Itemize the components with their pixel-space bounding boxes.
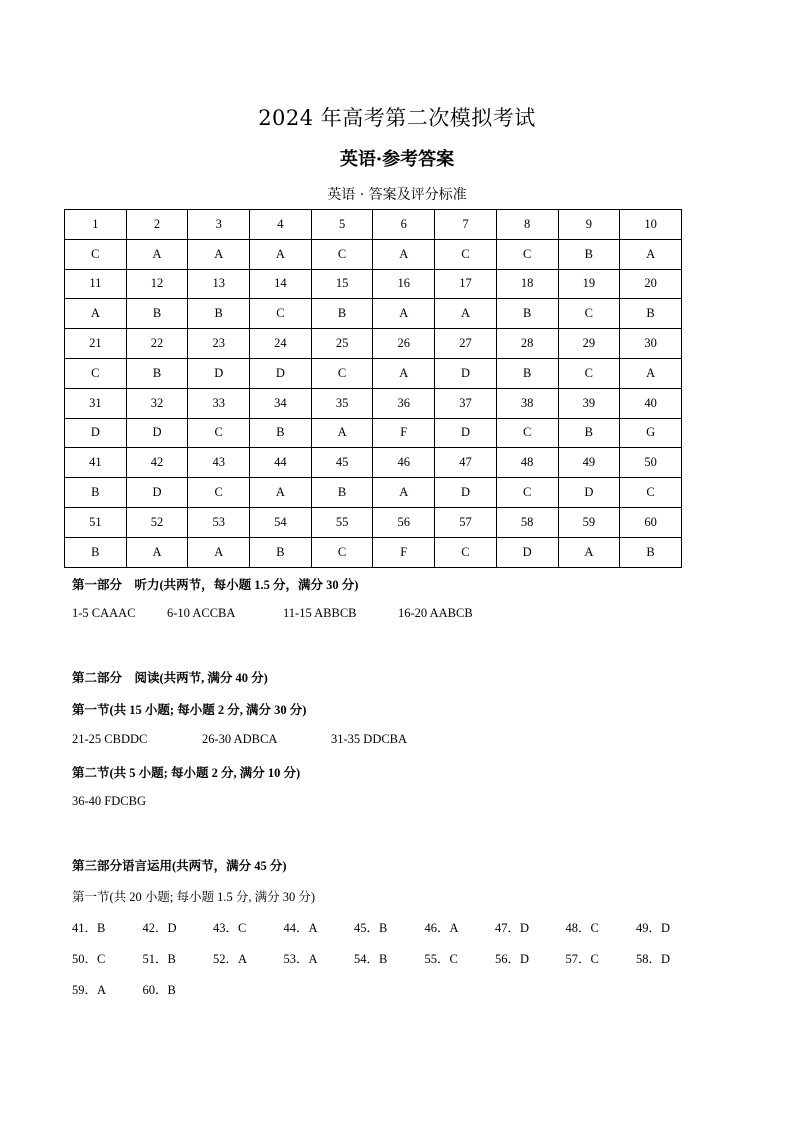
part1-answer: 11-15 ABBCB: [283, 606, 357, 620]
table-cell: B: [496, 358, 558, 388]
table-cell: D: [435, 358, 497, 388]
part3-answer: 52．A: [213, 952, 248, 966]
table-cell: 57: [435, 507, 497, 537]
part3-answer: 41．B: [72, 921, 106, 935]
part2-answer: 26-30 ADBCA: [202, 732, 278, 746]
table-cell: 50: [620, 448, 682, 478]
table-cell: D: [558, 478, 620, 508]
table-cell: 27: [435, 329, 497, 359]
table-cell: B: [65, 537, 127, 567]
table-cell: 48: [496, 448, 558, 478]
part3-answer: 49．D: [636, 921, 671, 935]
table-cell: C: [65, 358, 127, 388]
part3-answer: 43．C: [213, 921, 247, 935]
table-cell: A: [126, 239, 188, 269]
part2-section2-answers: 36-40 FDCBG: [72, 794, 146, 808]
table-cell: 32: [126, 388, 188, 418]
part3-heading: 第三部分语言运用(共两节，满分 45 分): [72, 859, 287, 873]
table-cell: 60: [620, 507, 682, 537]
part3-answer: 42．D: [142, 921, 177, 935]
table-cell: C: [558, 299, 620, 329]
part1-heading: 第一部分 听力(共两节，每小题 1.5 分，满分 30 分): [72, 578, 359, 592]
table-cell: 11: [65, 269, 127, 299]
table-cell: 36: [373, 388, 435, 418]
table-cell: A: [373, 358, 435, 388]
table-cell: 8: [496, 210, 558, 240]
table-cell: 47: [435, 448, 497, 478]
part3-answer: 50．C: [72, 952, 106, 966]
table-cell: 39: [558, 388, 620, 418]
table-cell: 31: [65, 388, 127, 418]
table-cell: D: [126, 418, 188, 448]
part3-answer: 45．B: [354, 921, 388, 935]
table-cell: A: [373, 299, 435, 329]
table-cell: A: [558, 537, 620, 567]
table-cell: 30: [620, 329, 682, 359]
table-cell: C: [558, 358, 620, 388]
table-row: [65, 418, 682, 448]
table-cell: D: [435, 478, 497, 508]
table-cell: 21: [65, 329, 127, 359]
answer-table: [64, 209, 682, 568]
table-cell: 20: [620, 269, 682, 299]
table-cell: C: [188, 418, 250, 448]
part2-heading: 第二部分 阅读(共两节, 满分 40 分): [72, 671, 268, 685]
table-cell: 19: [558, 269, 620, 299]
table-cell: 16: [373, 269, 435, 299]
table-cell: 46: [373, 448, 435, 478]
table-cell: 41: [65, 448, 127, 478]
table-cell: D: [188, 358, 250, 388]
table-cell: A: [250, 478, 312, 508]
table-row: [65, 507, 682, 537]
table-cell: B: [620, 299, 682, 329]
part1-answer: 6-10 ACCBA: [167, 606, 236, 620]
table-cell: D: [496, 537, 558, 567]
table-cell: 56: [373, 507, 435, 537]
part3-answer: 44．A: [283, 921, 318, 935]
part3-answer: 47．D: [495, 921, 530, 935]
table-cell: 59: [558, 507, 620, 537]
table-cell: C: [496, 478, 558, 508]
table-row: [65, 448, 682, 478]
table-cell: C: [311, 358, 373, 388]
table-cell: A: [250, 239, 312, 269]
table-cell: C: [250, 299, 312, 329]
table-cell: C: [311, 239, 373, 269]
table-cell: 18: [496, 269, 558, 299]
part3-section1-heading: 第一节(共 20 小题; 每小题 1.5 分, 满分 30 分): [72, 890, 316, 904]
table-cell: 28: [496, 329, 558, 359]
table-cell: 24: [250, 329, 312, 359]
table-cell: 26: [373, 329, 435, 359]
table-cell: 17: [435, 269, 497, 299]
table-cell: 12: [126, 269, 188, 299]
part2-answer: 21-25 CBDDC: [72, 732, 148, 746]
part3-answer: 46．A: [424, 921, 459, 935]
table-cell: 55: [311, 507, 373, 537]
table-cell: C: [496, 418, 558, 448]
table-cell: 25: [311, 329, 373, 359]
part3-answer: 57．C: [565, 952, 599, 966]
table-row: [65, 299, 682, 329]
table-cell: C: [435, 239, 497, 269]
table-cell: B: [496, 299, 558, 329]
table-cell: 7: [435, 210, 497, 240]
table-cell: 23: [188, 329, 250, 359]
page-title: 2024 年高考第二次模拟考试: [258, 106, 536, 130]
table-cell: 37: [435, 388, 497, 418]
part2-section2-heading: 第二节(共 5 小题; 每小题 2 分, 满分 10 分): [72, 766, 301, 780]
table-cell: B: [126, 299, 188, 329]
table-cell: A: [311, 418, 373, 448]
table-cell: 34: [250, 388, 312, 418]
table-row: [65, 358, 682, 388]
table-row: [65, 269, 682, 299]
table-cell: B: [311, 299, 373, 329]
table-cell: F: [373, 537, 435, 567]
table-cell: B: [558, 418, 620, 448]
table-row: [65, 210, 682, 240]
table-cell: 15: [311, 269, 373, 299]
table-cell: 1: [65, 210, 127, 240]
table-cell: 9: [558, 210, 620, 240]
table-cell: 35: [311, 388, 373, 418]
part3-answer: 55．C: [424, 952, 458, 966]
table-cell: 13: [188, 269, 250, 299]
part3-answer: 54．B: [354, 952, 388, 966]
table-cell: 29: [558, 329, 620, 359]
table-cell: 44: [250, 448, 312, 478]
table-cell: A: [373, 239, 435, 269]
table-cell: 58: [496, 507, 558, 537]
table-caption: 英语 · 答案及评分标准: [327, 187, 467, 203]
table-cell: A: [126, 537, 188, 567]
part3-answer: 59．A: [72, 983, 107, 997]
table-cell: 51: [65, 507, 127, 537]
table-cell: B: [65, 478, 127, 508]
table-cell: D: [250, 358, 312, 388]
table-cell: 40: [620, 388, 682, 418]
table-cell: B: [558, 239, 620, 269]
table-cell: C: [188, 478, 250, 508]
table-cell: G: [620, 418, 682, 448]
table-cell: 22: [126, 329, 188, 359]
table-row: [65, 388, 682, 418]
table-cell: 53: [188, 507, 250, 537]
table-cell: B: [250, 537, 312, 567]
part3-answer: 58．D: [636, 952, 671, 966]
table-cell: 45: [311, 448, 373, 478]
table-row: [65, 537, 682, 567]
table-cell: A: [620, 358, 682, 388]
table-row: [65, 239, 682, 269]
table-row: [65, 478, 682, 508]
part3-answer: 48．C: [565, 921, 599, 935]
table-cell: 52: [126, 507, 188, 537]
table-cell: B: [311, 478, 373, 508]
table-cell: A: [435, 299, 497, 329]
table-cell: 2: [126, 210, 188, 240]
table-cell: A: [373, 478, 435, 508]
table-cell: A: [65, 299, 127, 329]
table-cell: B: [620, 537, 682, 567]
page-subtitle: 英语·参考答案: [339, 149, 455, 170]
table-cell: 54: [250, 507, 312, 537]
table-cell: C: [620, 478, 682, 508]
table-cell: C: [496, 239, 558, 269]
table-cell: F: [373, 418, 435, 448]
table-cell: C: [65, 239, 127, 269]
part1-answer: 16-20 AABCB: [398, 606, 473, 620]
table-cell: 43: [188, 448, 250, 478]
table-cell: D: [126, 478, 188, 508]
table-cell: D: [65, 418, 127, 448]
table-cell: B: [126, 358, 188, 388]
table-cell: 42: [126, 448, 188, 478]
table-cell: 6: [373, 210, 435, 240]
table-row: [65, 329, 682, 359]
table-cell: 10: [620, 210, 682, 240]
table-cell: 5: [311, 210, 373, 240]
table-cell: D: [435, 418, 497, 448]
table-cell: 49: [558, 448, 620, 478]
table-cell: A: [188, 239, 250, 269]
table-cell: 38: [496, 388, 558, 418]
table-cell: C: [435, 537, 497, 567]
table-cell: B: [250, 418, 312, 448]
part3-answer: 60．B: [142, 983, 176, 997]
table-cell: 14: [250, 269, 312, 299]
table-cell: A: [620, 239, 682, 269]
part3-answer: 53．A: [283, 952, 318, 966]
part3-answer: 51．B: [142, 952, 176, 966]
table-cell: 3: [188, 210, 250, 240]
part1-answer: 1-5 CAAAC: [72, 606, 136, 620]
part3-answer: 56．D: [495, 952, 530, 966]
table-cell: A: [188, 537, 250, 567]
table-cell: 33: [188, 388, 250, 418]
table-cell: 4: [250, 210, 312, 240]
table-cell: B: [188, 299, 250, 329]
part2-section1-heading: 第一节(共 15 小题; 每小题 2 分, 满分 30 分): [72, 703, 307, 717]
table-cell: C: [311, 537, 373, 567]
part2-answer: 31-35 DDCBA: [331, 732, 408, 746]
